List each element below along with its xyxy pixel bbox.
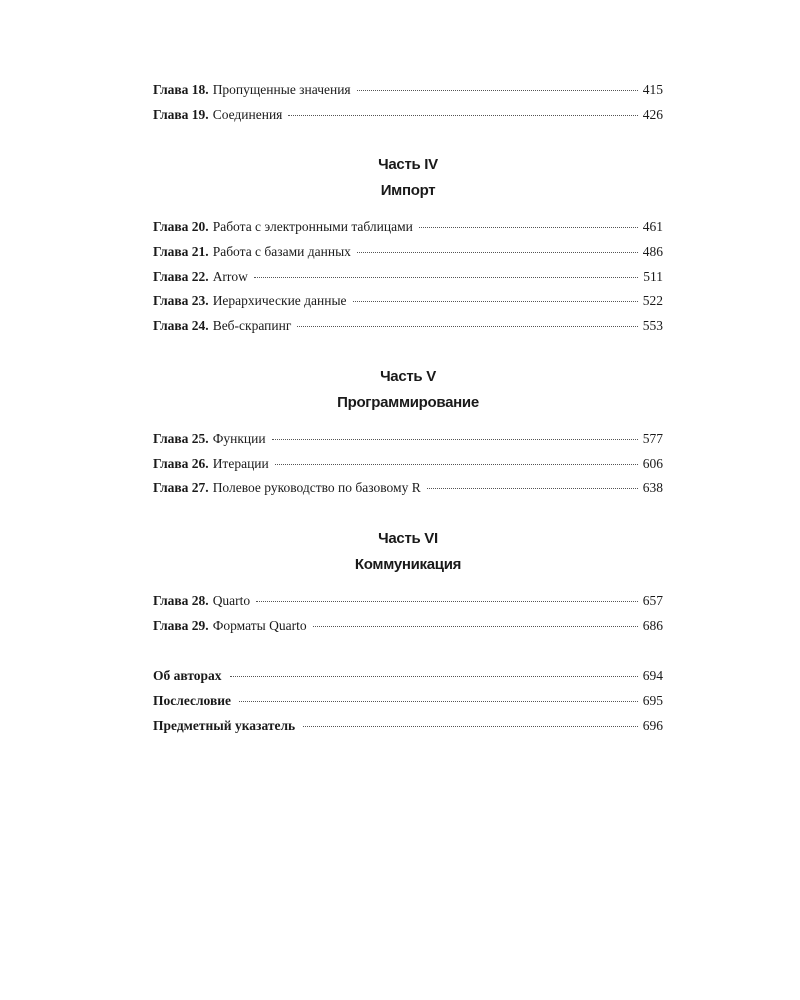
page-number: 553 [642,318,663,334]
page-number: 486 [642,244,663,260]
chapter-title: Веб-скрапинг [212,318,292,334]
chapter-title: Иерархические данные [212,293,347,309]
toc-entry-subject-index[interactable] [153,714,663,739]
chapter-title: Работа с электронными таблицами [212,219,413,235]
dot-leader [275,464,638,465]
part-number: Часть IV [378,156,438,174]
toc-entry-chapter-29[interactable] [153,614,663,639]
page-number: 426 [642,106,663,122]
chapter-label: Глава 24. [153,318,209,334]
chapter-title: Соединения [212,106,283,122]
toc-entry-chapter-20[interactable] [153,215,663,240]
toc-entry-chapter-18[interactable] [153,78,663,103]
chapter-title: Quarto [212,592,251,608]
toc-entry-chapter-24[interactable] [153,314,663,339]
page-number: 461 [642,219,663,235]
toc-entry-chapter-19[interactable] [153,103,663,128]
page-number: 694 [642,668,663,684]
dot-leader [357,90,638,91]
dot-leader [239,701,638,702]
part-number: Часть VI [378,529,438,547]
chapter-title: Arrow [212,268,248,284]
page-number: 606 [642,455,663,471]
part-v-chapters [153,427,663,501]
dot-leader [357,252,638,253]
page-number: 577 [642,430,663,446]
back-matter-label: Об авторах [153,668,222,684]
toc-entry-chapter-21[interactable] [153,240,663,265]
part-heading-vi [153,526,663,578]
page-number: 695 [642,692,663,708]
dot-leader [303,726,638,727]
dot-leader [254,277,638,278]
page-number: 511 [643,268,663,284]
chapter-title: Итерации [212,455,269,471]
dot-leader [427,488,638,489]
chapter-label: Глава 28. [153,592,209,608]
part-vi-chapters [153,589,663,638]
toc-entry-afterword[interactable] [153,689,663,714]
chapter-label: Глава 27. [153,480,209,496]
chapter-label: Глава 25. [153,430,209,446]
back-matter-label: Послесловие [153,692,232,708]
chapter-title: Пропущенные значения [212,82,351,97]
toc-entry-chapter-23[interactable] [153,289,663,314]
page-number: 696 [642,717,663,733]
page-number: 657 [642,592,663,608]
toc-entry-chapter-26[interactable] [153,452,663,477]
toc-entry-chapter-28[interactable] [153,589,663,614]
page-number: 415 [642,82,663,97]
chapter-label: Глава 23. [153,293,209,309]
part-iv-chapters [153,215,663,338]
chapter-title: Работа с базами данных [212,244,351,260]
toc-entry-chapter-22[interactable] [153,265,663,290]
chapter-label: Глава 29. [153,617,209,633]
dot-leader [353,301,638,302]
part-name: Импорт [380,182,436,200]
chapter-title: Функции [212,430,266,446]
part-heading-v [153,364,663,416]
dot-leader [419,227,638,228]
chapter-label: Глава 22. [153,268,209,284]
toc-entry-about-authors[interactable] [153,664,663,689]
dot-leader [313,626,638,627]
toc-entry-chapter-27[interactable] [153,476,663,501]
chapter-title: Форматы Quarto [212,617,307,633]
chapter-label: Глава 19. [153,106,209,122]
part-heading-iv [153,152,663,204]
part-number: Часть V [380,367,436,385]
chapter-label: Глава 18. [153,82,209,97]
page-number: 686 [642,617,663,633]
leading-chapters [153,78,663,127]
page-number: 522 [642,293,663,309]
dot-leader [297,326,638,327]
page-number: 638 [642,480,663,496]
chapter-label: Глава 26. [153,455,209,471]
back-matter-label: Предметный указатель [153,717,296,733]
dot-leader [256,601,638,602]
chapter-label: Глава 20. [153,219,209,235]
dot-leader [272,439,638,440]
dot-leader [230,676,638,677]
dot-leader [288,115,638,116]
back-matter [153,664,663,738]
chapter-label: Глава 21. [153,244,209,260]
toc-entry-chapter-25[interactable] [153,427,663,452]
chapter-title: Полевое руководство по базовому R [212,480,421,496]
part-name: Программирование [337,393,479,411]
table-of-contents [153,78,663,738]
part-name: Коммуникация [354,555,462,573]
